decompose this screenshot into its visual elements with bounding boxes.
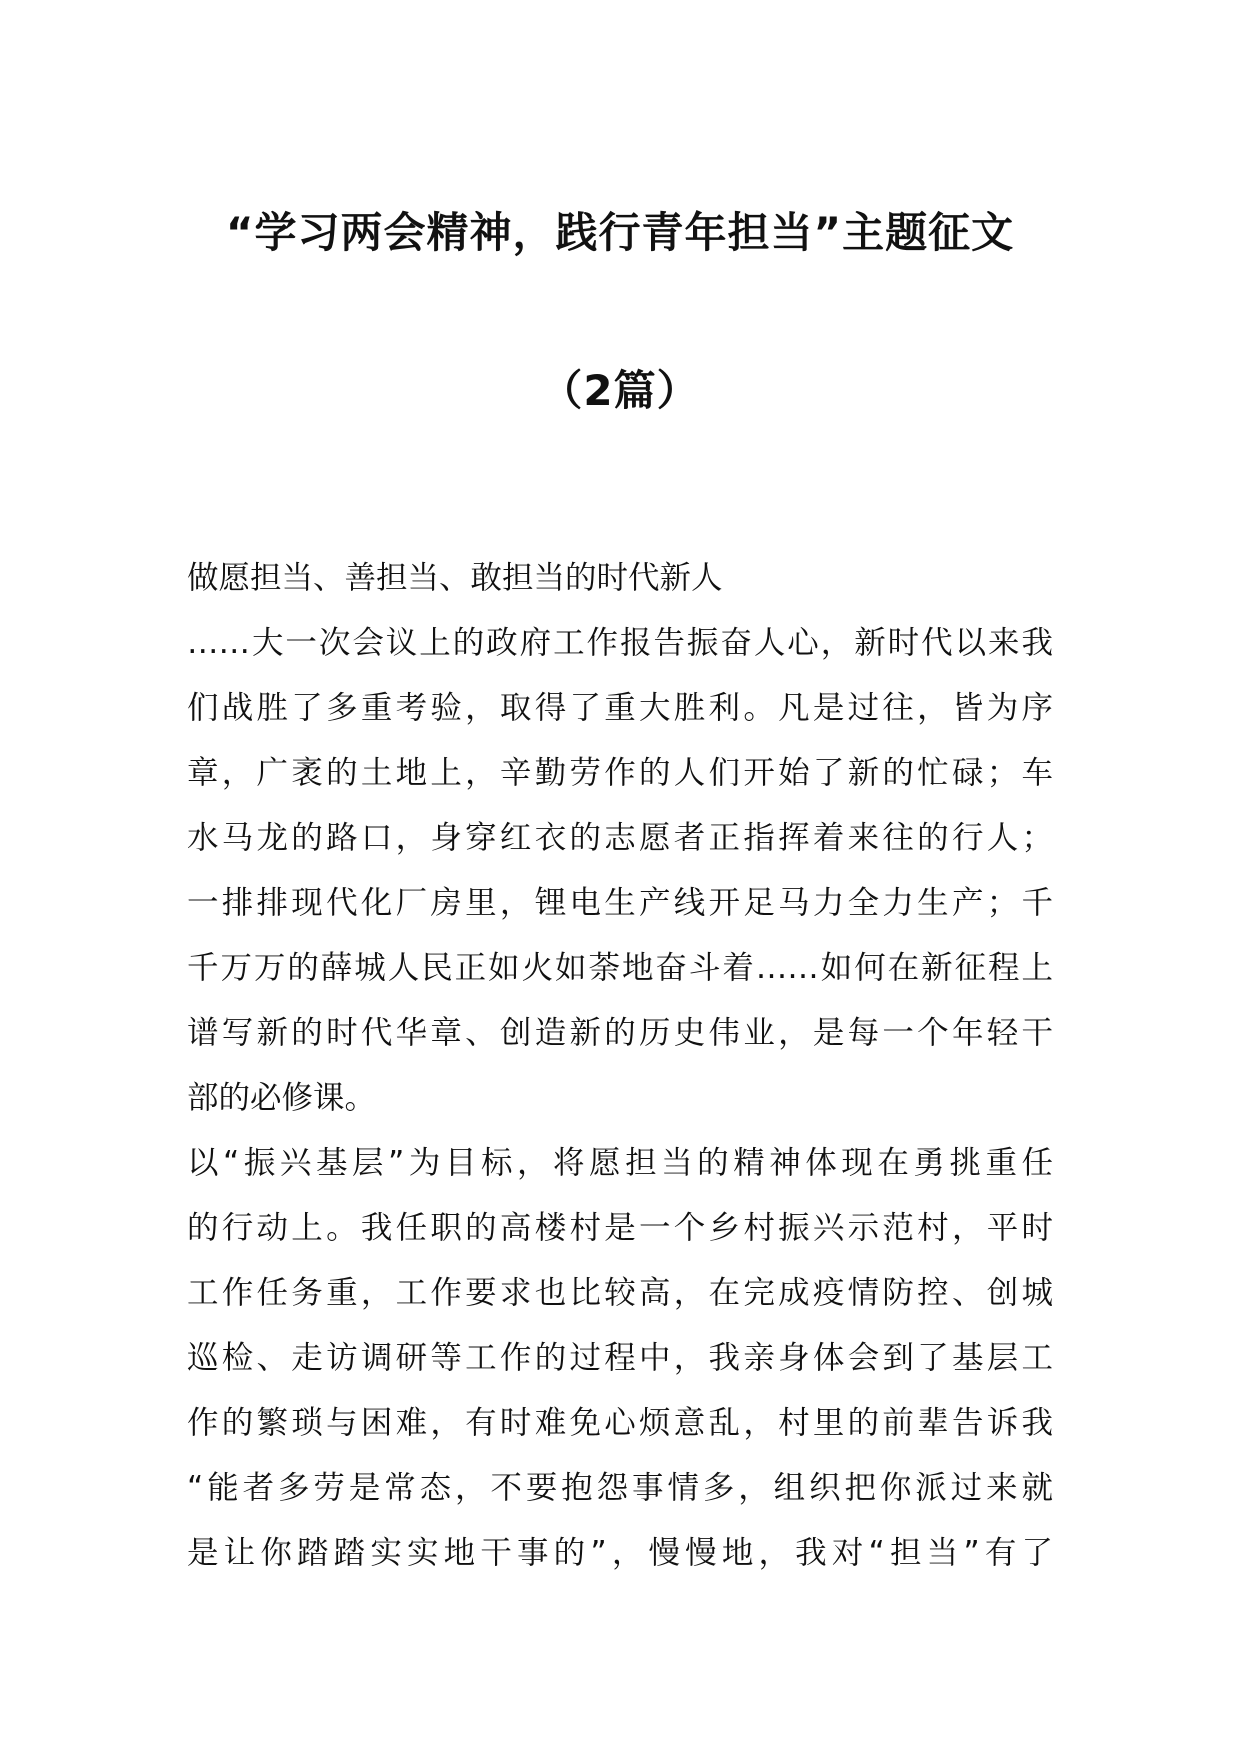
paragraph-line: 部的必修课。: [187, 1080, 377, 1116]
paragraph-line: 谱写新的时代华章、创造新的历史伟业，是每一个年轻干: [187, 1015, 1053, 1051]
paragraph-line: 工作任务重，工作要求也比较高，在完成疫情防控、创城: [187, 1275, 1053, 1311]
document-body: [187, 546, 1053, 1586]
document-title: “学习两会精神，践行青年担当”主题征文: [225, 208, 1015, 257]
section-heading: 做愿担当、善担当、敢担当的时代新人: [187, 560, 723, 596]
paragraph-line: 作的繁琐与困难，有时难免心烦意乱，村里的前辈告诉我: [187, 1405, 1053, 1441]
paragraph-line: “能者多劳是常态，不要抱怨事情多，组织把你派过来就: [187, 1470, 1053, 1506]
paragraph-line: 千万万的薛城人民正如火如荼地奋斗着……如何在新征程上: [187, 950, 1053, 986]
paragraph-line: 以“振兴基层”为目标，将愿担当的精神体现在勇挑重任: [187, 1145, 1053, 1181]
paragraph-line: ……大一次会议上的政府工作报告振奋人心，新时代以来我: [187, 625, 1053, 661]
paragraph-line: 的行动上。我任职的高楼村是一个乡村振兴示范村，平时: [187, 1210, 1053, 1246]
paragraph-line: 们战胜了多重考验，取得了重大胜利。凡是过往，皆为序: [187, 690, 1053, 726]
paragraph-line: 巡检、走访调研等工作的过程中，我亲身体会到了基层工: [187, 1340, 1053, 1376]
paragraph-line: 一排排现代化厂房里，锂电生产线开足马力全力生产；千: [187, 885, 1053, 921]
paragraph-line: 是让你踏踏实实地干事的”，慢慢地，我对“担当”有了: [187, 1535, 1053, 1571]
document-subtitle: （2篇）: [540, 366, 700, 415]
paragraph-line: 章，广袤的土地上，辛勤劳作的人们开始了新的忙碌；车: [187, 755, 1053, 791]
paragraph-line: 水马龙的路口，身穿红衣的志愿者正指挥着来往的行人；: [187, 820, 1053, 856]
